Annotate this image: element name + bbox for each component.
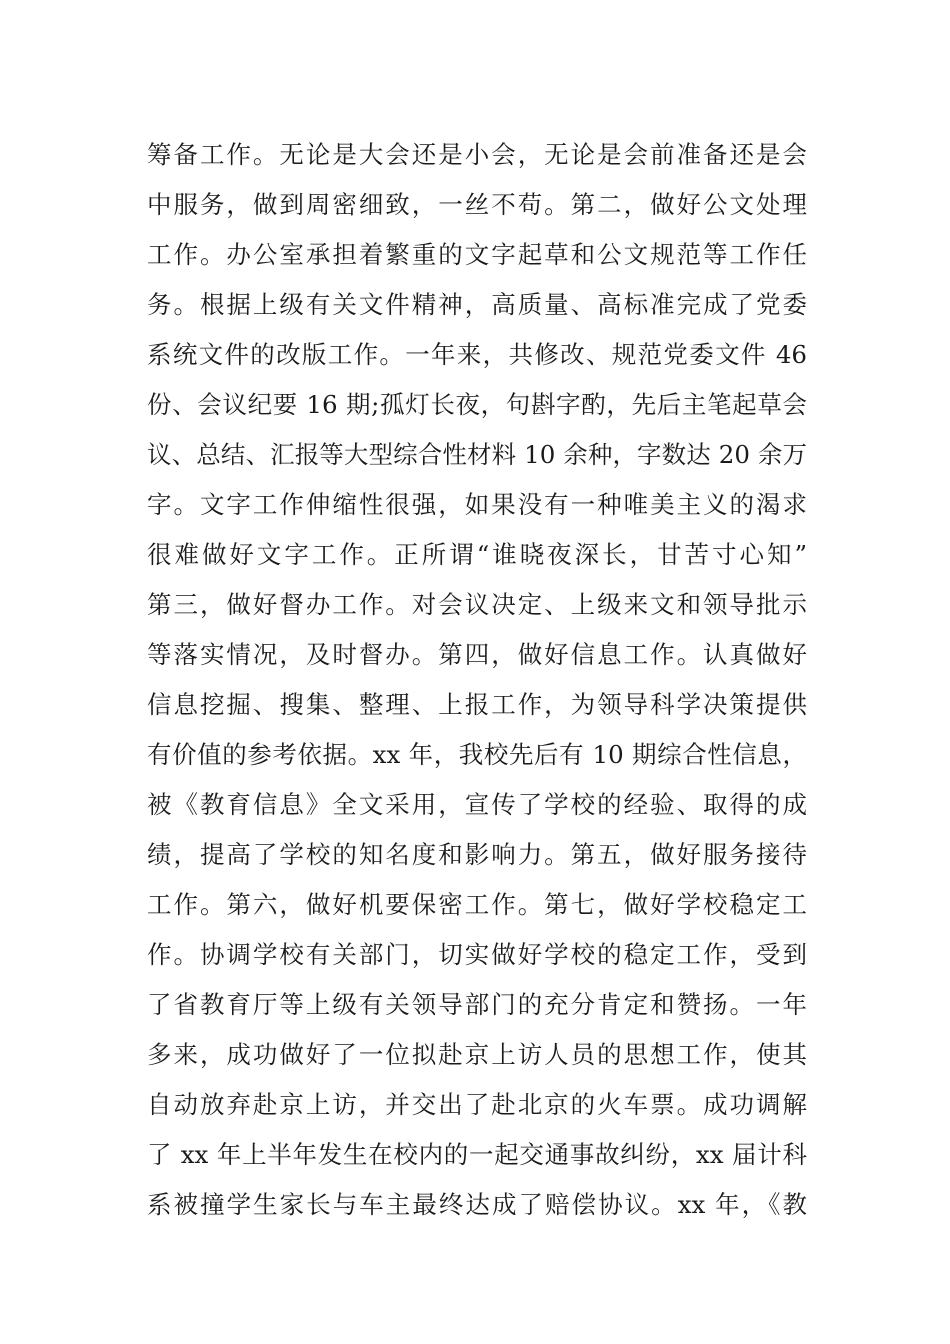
text-line: 中服务，做到周密细致，一丝不苟。第二，做好公文处理: [147, 190, 807, 219]
text-line: 了省教育厅等上级有关领导部门的充分肯定和赞扬。一年: [147, 990, 807, 1019]
text-line: 被《教育信息》全文采用，宣传了学校的经验、取得的成: [147, 790, 807, 819]
text-line: 务。根据上级有关文件精神，高质量、高标准完成了党委: [147, 290, 807, 319]
text-line: 工作。办公室承担着繁重的文字起草和公文规范等工作任: [147, 240, 807, 269]
text-line: 作。协调学校有关部门，切实做好学校的稳定工作，受到: [147, 940, 807, 969]
text-line: 等落实情况，及时督办。第四，做好信息工作。认真做好: [147, 640, 807, 669]
text-line: 很难做好文字工作。正所谓“谁晓夜深长，甘苦寸心知”: [147, 540, 807, 569]
text-line: 字。文字工作伸缩性很强，如果没有一种唯美主义的渴求: [147, 490, 807, 519]
text-line: 筹备工作。无论是大会还是小会，无论是会前准备还是会: [147, 140, 807, 169]
text-line: 系被撞学生家长与车主最终达成了赔偿协议。xx 年，《教: [147, 1190, 807, 1219]
text-line: 工作。第六，做好机要保密工作。第七，做好学校稳定工: [147, 890, 807, 919]
text-line: 第三，做好督办工作。对会议决定、上级来文和领导批示: [147, 590, 807, 619]
text-line: 信息挖掘、搜集、整理、上报工作，为领导科学决策提供: [147, 690, 807, 719]
text-line: 有价值的参考依据。xx 年，我校先后有 10 期综合性信息，: [147, 740, 807, 769]
text-line: 系统文件的改版工作。一年来，共修改、规范党委文件 46: [147, 340, 807, 369]
text-line: 自动放弃赴京上访，并交出了赴北京的火车票。成功调解: [147, 1090, 807, 1119]
text-line: 份、会议纪要 16 期;孤灯长夜，句斟字酌，先后主笔起草会: [147, 390, 807, 419]
text-line: 绩，提高了学校的知名度和影响力。第五，做好服务接待: [147, 840, 807, 869]
text-line: 了 xx 年上半年发生在校内的一起交通事故纠纷，xx 届计科: [147, 1140, 807, 1169]
text-line: 议、总结、汇报等大型综合性材料 10 余种，字数达 20 余万: [147, 440, 807, 469]
text-line: 多来，成功做好了一位拟赴京上访人员的思想工作，使其: [147, 1040, 807, 1069]
body-text: [147, 130, 807, 1230]
